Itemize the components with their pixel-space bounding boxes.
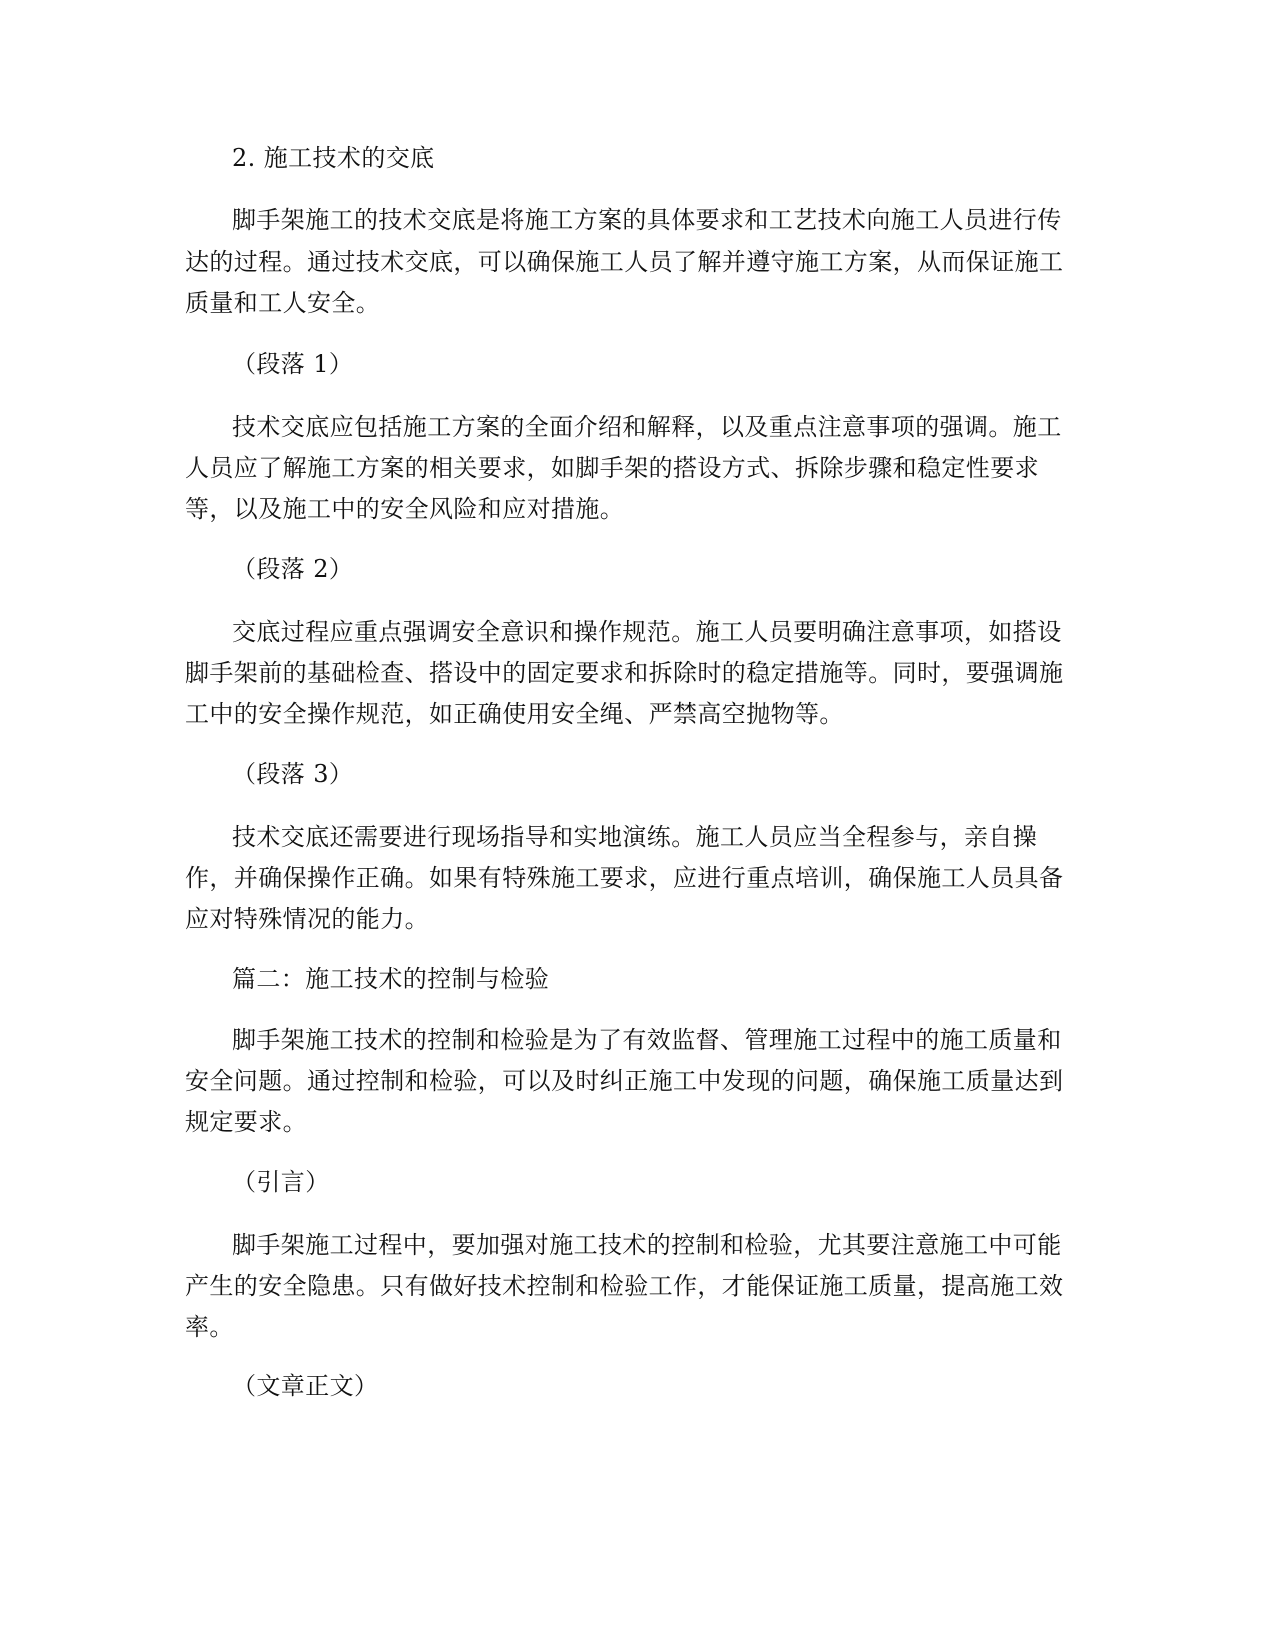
paragraph-line: 工中的安全操作规范，如正确使用安全绳、严禁高空抛物等。 — [185, 700, 844, 728]
body-label: （文章正文） — [232, 1372, 379, 1400]
paragraph-line: 脚手架施工过程中，要加强对施工技术的控制和检验，尤其要注意施工中可能 — [232, 1231, 1062, 1259]
paragraph-line: 安全问题。通过控制和检验，可以及时纠正施工中发现的问题，确保施工质量达到 — [185, 1067, 1064, 1095]
paragraph-line: 技术交底还需要进行现场指导和实地演练。施工人员应当全程参与，亲自操 — [232, 823, 1038, 851]
intro-label: （引言） — [232, 1168, 330, 1196]
paragraph-line: 人员应了解施工方案的相关要求，如脚手架的搭设方式、拆除步骤和稳定性要求 — [185, 454, 1039, 482]
paragraph-line: 等，以及施工中的安全风险和应对措施。 — [185, 495, 625, 523]
paragraph-line: 技术交底应包括施工方案的全面介绍和解释，以及重点注意事项的强调。施工 — [232, 413, 1062, 441]
paragraph-line: 交底过程应重点强调安全意识和操作规范。施工人员要明确注意事项，如搭设 — [232, 618, 1062, 646]
paragraph-line: 规定要求。 — [185, 1108, 307, 1136]
paragraph-line: 质量和工人安全。 — [185, 289, 381, 317]
paragraph-label-1: （段落 1） — [232, 350, 354, 378]
paragraph-line: 脚手架施工的技术交底是将施工方案的具体要求和工艺技术向施工人员进行传 — [232, 206, 1062, 234]
paragraph-line: 应对特殊情况的能力。 — [185, 905, 429, 933]
paragraph-label-2: （段落 2） — [232, 555, 354, 583]
paragraph-line: 脚手架前的基础检查、搭设中的固定要求和拆除时的稳定措施等。同时，要强调施 — [185, 659, 1064, 687]
part-two-title: 篇二：施工技术的控制与检验 — [232, 965, 550, 993]
paragraph-line: 脚手架施工技术的控制和检验是为了有效监督、管理施工过程中的施工质量和 — [232, 1026, 1062, 1054]
section-title: 2. 施工技术的交底 — [232, 144, 435, 172]
paragraph-line: 达的过程。通过技术交底，可以确保施工人员了解并遵守施工方案，从而保证施工 — [185, 248, 1064, 276]
paragraph-label-3: （段落 3） — [232, 760, 354, 788]
paragraph-line: 产生的安全隐患。只有做好技术控制和检验工作，才能保证施工质量，提高施工效 — [185, 1272, 1064, 1300]
paragraph-line: 率。 — [185, 1313, 234, 1341]
paragraph-line: 作，并确保操作正确。如果有特殊施工要求，应进行重点培训，确保施工人员具备 — [185, 864, 1064, 892]
